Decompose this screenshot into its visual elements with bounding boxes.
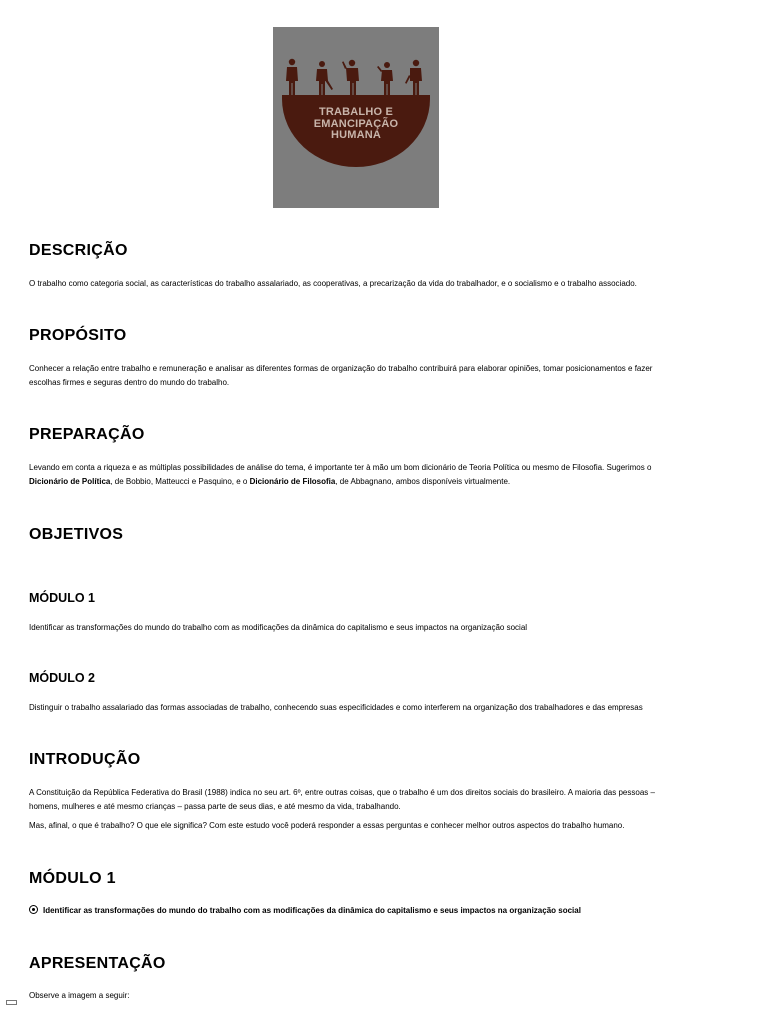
modulo-1-objective <box>29 904 669 918</box>
apresentacao-text: Observe a imagem a seguir: <box>29 991 130 1000</box>
proposito-heading: PROPÓSITO <box>29 327 127 344</box>
apresentacao-heading: APRESENTAÇÃO <box>29 955 166 972</box>
preparacao-text-part: , de Bobbio, Matteucci e Pasquino, e o <box>110 477 250 486</box>
objetivos-heading: OBJETIVOS <box>29 526 124 543</box>
objetivos-modulo-2-heading: MÓDULO 2 <box>29 671 95 685</box>
cover-title-line: EMANCIPAÇÃO <box>313 117 399 130</box>
introducao-paragraph-1: A Constituição da República Federativa do Brasil (1988) indica no seu art. 6º, entre outras coisas, que o trabalho é um dos direitos sociais do brasileiro. A maioria das pessoas – homens, mulheres e até mesmo crianças – passa parte de seus dias, e até mesmo da vida, trabalhando. <box>29 788 655 811</box>
preparacao-heading: PREPARAÇÃO <box>29 426 145 443</box>
modulo-1-heading: MÓDULO 1 <box>29 870 116 887</box>
dicionario-politica-title: Dicionário de Política <box>29 477 111 486</box>
cover-title-line: TRABALHO E <box>318 106 394 118</box>
dicionario-filosofia-title: Dicionário de Filosofia <box>249 477 336 486</box>
target-bullet-icon <box>29 905 38 914</box>
introducao-heading: INTRODUÇÃO <box>29 751 141 768</box>
cover-title <box>273 107 439 142</box>
objetivos-modulo-1-heading: MÓDULO 1 <box>29 591 95 605</box>
preparacao-text <box>29 461 669 489</box>
cover-image <box>273 27 439 208</box>
descricao-heading: DESCRIÇÃO <box>29 242 128 259</box>
objetivos-modulo-1-text: Identificar as transformações do mundo do trabalho com as modificações da dinâmica do capitalismo e seus impactos na organização social <box>29 623 528 632</box>
preparacao-text-part: , de Abbagnano, ambos disponíveis virtualmente. <box>335 477 511 486</box>
modulo-1-objective-text: Identificar as transformações do mundo do trabalho com as modificações da dinâmica do capitalismo e seus impactos na organização social <box>43 906 581 915</box>
page-marker[interactable] <box>6 1000 17 1005</box>
preparacao-text-part: Levando em conta a riqueza e as múltiplas possibilidades de análise do tema, é importante ter à mão um bom dicionário de Teoria Política ou mesmo de Filosofia. Sugerimos o <box>29 463 652 472</box>
cover-title-line: HUMANA <box>330 129 382 141</box>
introducao-paragraph-2: Mas, afinal, o que é trabalho? O que ele significa? Com este estudo você poderá responder a essas perguntas e conhecer melhor outros aspectos do trabalho humano. <box>29 821 625 830</box>
objetivos-modulo-2-text: Distinguir o trabalho assalariado das formas associadas de trabalho, conhecendo suas especificidades e como interferem na organização dos trabalhadores e das empresas <box>29 703 643 712</box>
proposito-text: Conhecer a relação entre trabalho e remuneração e analisar as diferentes formas de organização do trabalho contribuirá para elaborar opiniões, tomar posicionamentos e fazer escolhas firmes e seguras dentro do mundo do trabalho. <box>29 364 653 387</box>
descricao-text: O trabalho como categoria social, as características do trabalho assalariado, as cooperativas, a precarização da vida do trabalhador, e o socialismo e o trabalho associado. <box>29 279 637 288</box>
